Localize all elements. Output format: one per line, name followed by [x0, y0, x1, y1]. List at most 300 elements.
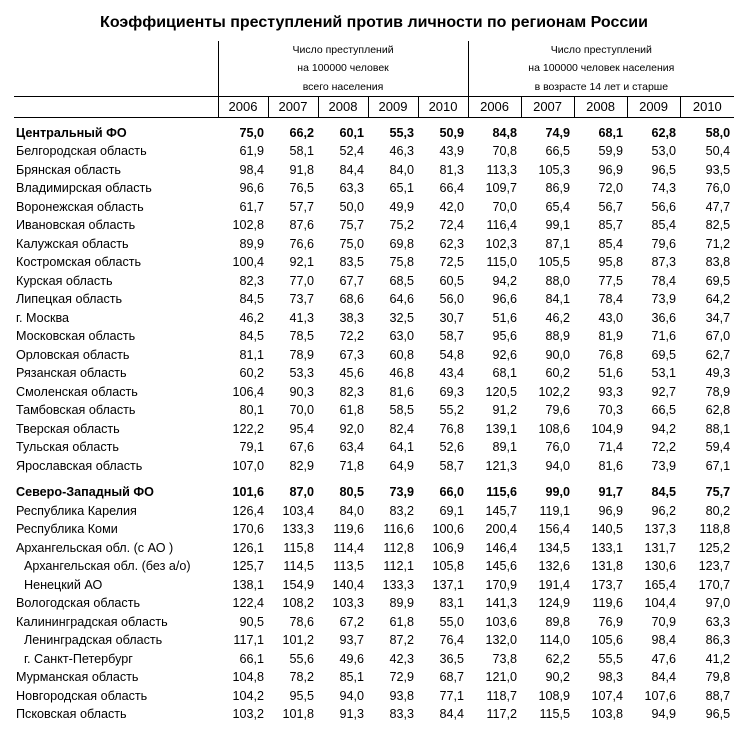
rate-cell: 124,9 [538, 596, 571, 611]
rate-cell: 76,8 [439, 421, 465, 436]
rate-cell: 78,4 [598, 292, 624, 307]
rate-cell: 98,4 [239, 162, 264, 177]
group1-header-line1: Число преступлений [218, 41, 468, 59]
rate-cell: 73,9 [651, 458, 677, 473]
rate-cell: 154,9 [282, 577, 314, 592]
rate-cell: 69,5 [651, 347, 677, 362]
rate-cell: 79,6 [545, 403, 571, 418]
rate-cell: 105,5 [538, 255, 571, 270]
rate-cell: 76,9 [598, 614, 624, 629]
rate-cell: 84,5 [651, 485, 677, 500]
rate-cell: 101,6 [232, 485, 264, 500]
rate-cell: 32,5 [389, 310, 414, 325]
rate-cell: 82,3 [339, 384, 364, 399]
rate-cell: 76,0 [545, 440, 571, 455]
rate-cell: 145,6 [485, 559, 518, 574]
rate-cell: 92,6 [492, 347, 518, 362]
rate-cell: 76,4 [439, 633, 465, 648]
rate-cell: 70,9 [651, 614, 677, 629]
rate-cell: 72,2 [651, 440, 677, 455]
rate-cell: 200,4 [485, 522, 518, 537]
rate-cell: 108,9 [538, 688, 571, 703]
rate-cell: 73,9 [651, 292, 677, 307]
rate-cell: 56,0 [439, 292, 465, 307]
rate-cell: 81,6 [389, 384, 414, 399]
rate-cell: 66,5 [651, 403, 677, 418]
rate-cell: 103,6 [485, 614, 518, 629]
rate-cell: 126,1 [232, 540, 264, 555]
rate-cell: 62,8 [651, 125, 677, 140]
rate-cell: 102,2 [538, 384, 571, 399]
rate-cell: 116,4 [486, 218, 518, 233]
rate-cell: 122,4 [232, 596, 264, 611]
region-row [14, 364, 734, 383]
rate-cell: 85,4 [598, 236, 624, 251]
region-row [14, 142, 734, 161]
rate-cell: 119,6 [592, 596, 624, 611]
rate-cell: 69,1 [439, 503, 465, 518]
rate-cell: 107,0 [232, 458, 264, 473]
region-name: Воронежская область [16, 199, 144, 214]
rate-cell: 78,5 [289, 329, 314, 344]
rate-cell: 84,4 [439, 707, 465, 722]
rate-cell: 130,6 [644, 559, 677, 574]
rate-cell: 87,1 [545, 236, 571, 251]
rate-cell: 61,9 [239, 144, 264, 159]
rate-cell: 67,0 [705, 329, 731, 344]
rate-cell: 114,4 [333, 540, 364, 555]
rate-cell: 60,2 [545, 366, 571, 381]
region-row [14, 539, 734, 558]
rate-cell: 75,2 [389, 218, 414, 233]
rate-cell: 93,3 [598, 384, 624, 399]
region-name: Архангельская обл. (с АО ) [16, 540, 174, 555]
rate-cell: 68,6 [339, 292, 364, 307]
rate-cell: 80,5 [339, 485, 364, 500]
rate-cell: 95,6 [492, 329, 518, 344]
rate-cell: 72,2 [339, 329, 364, 344]
rate-cell: 76,8 [598, 347, 624, 362]
rate-cell: 104,2 [232, 688, 264, 703]
rate-cell: 139,1 [485, 421, 518, 436]
rate-cell: 68,7 [439, 670, 465, 685]
rate-cell: 89,9 [389, 596, 414, 611]
rate-cell: 88,0 [545, 273, 571, 288]
rate-cell: 75,0 [239, 125, 264, 140]
rate-cell: 30,7 [439, 310, 465, 325]
rate-cell: 85,7 [598, 218, 624, 233]
rate-cell: 95,8 [598, 255, 624, 270]
rate-cell: 58,1 [289, 144, 314, 159]
region-row [14, 383, 734, 402]
rate-cell: 98,4 [651, 633, 677, 648]
rate-cell: 78,6 [289, 614, 314, 629]
region-row [14, 290, 734, 309]
rate-cell: 89,9 [239, 236, 264, 251]
year-header: 2008 [318, 96, 368, 117]
rate-cell: 63,0 [389, 329, 414, 344]
rate-cell: 103,4 [282, 503, 314, 518]
rate-cell: 126,4 [232, 503, 264, 518]
region-row [14, 272, 734, 291]
rate-cell: 75,7 [339, 218, 364, 233]
year-header: 2009 [627, 96, 680, 117]
rate-cell: 80,2 [705, 503, 731, 518]
year-header-row [14, 96, 734, 117]
rate-cell: 104,4 [644, 596, 677, 611]
rate-cell: 46,2 [239, 310, 264, 325]
rate-cell: 81,9 [598, 329, 624, 344]
rate-cell: 71,6 [651, 329, 677, 344]
rate-cell: 103,3 [332, 596, 364, 611]
rate-cell: 42,0 [439, 199, 465, 214]
rate-cell: 83,3 [389, 707, 414, 722]
rate-cell: 134,5 [538, 540, 571, 555]
rate-cell: 100,4 [232, 255, 264, 270]
region-row [14, 520, 734, 539]
rate-cell: 84,8 [492, 125, 518, 140]
rate-cell: 82,3 [239, 273, 264, 288]
region-name: Рязанская область [16, 366, 127, 381]
rate-cell: 105,3 [538, 162, 571, 177]
region-row [14, 613, 734, 632]
region-name: Костромская область [16, 255, 142, 270]
rate-cell: 38,3 [339, 310, 364, 325]
year-header: 2010 [680, 96, 734, 117]
rate-cell: 79,8 [705, 670, 731, 685]
rate-cell: 91,2 [492, 403, 518, 418]
district-row [14, 483, 734, 502]
rate-cell: 63,3 [705, 614, 731, 629]
rate-cell: 146,4 [485, 540, 518, 555]
region-name: Смоленская область [16, 384, 138, 399]
rate-cell: 60,8 [389, 347, 414, 362]
region-name: Мурманская область [16, 670, 139, 685]
rate-cell: 94,0 [339, 688, 364, 703]
rate-cell: 63,3 [339, 181, 364, 196]
rate-cell: 53,3 [289, 366, 314, 381]
rate-cell: 87,3 [651, 255, 677, 270]
rate-cell: 50,4 [705, 144, 731, 159]
rate-cell: 137,3 [644, 522, 677, 537]
rate-cell: 52,6 [439, 440, 465, 455]
rate-cell: 138,1 [232, 577, 264, 592]
rate-cell: 77,0 [289, 273, 314, 288]
rate-cell: 82,4 [389, 421, 414, 436]
rate-cell: 51,6 [492, 310, 518, 325]
rate-cell: 102,8 [232, 218, 264, 233]
rate-cell: 106,9 [432, 540, 465, 555]
rate-cell: 137,1 [432, 577, 465, 592]
region-row [14, 161, 734, 180]
rate-cell: 50,0 [339, 199, 364, 214]
rate-cell: 72,4 [439, 218, 465, 233]
rate-cell: 96,9 [598, 503, 624, 518]
rate-cell: 92,1 [289, 255, 314, 270]
rate-cell: 65,4 [545, 199, 571, 214]
rate-cell: 66,4 [439, 181, 465, 196]
rate-cell: 60,2 [239, 366, 264, 381]
rate-cell: 109,7 [485, 181, 518, 196]
rate-cell: 98,3 [598, 670, 624, 685]
rate-cell: 64,1 [389, 440, 414, 455]
rate-cell: 79,6 [651, 236, 677, 251]
rate-cell: 140,5 [591, 522, 624, 537]
rate-cell: 96,6 [239, 181, 264, 196]
district-row [14, 124, 734, 143]
rate-cell: 90,0 [545, 347, 571, 362]
region-row [14, 705, 734, 724]
rate-cell: 88,9 [545, 329, 571, 344]
page-title: Коэффициенты преступлений против личности по регионам России [100, 14, 648, 31]
region-name: Брянская область [16, 162, 121, 177]
rate-cell: 86,9 [545, 181, 571, 196]
rate-cell: 115,8 [283, 540, 314, 555]
rate-cell: 108,2 [282, 596, 314, 611]
region-name: Калининградская область [16, 614, 168, 629]
rate-cell: 71,8 [339, 458, 364, 473]
rate-cell: 131,8 [591, 559, 624, 574]
rate-cell: 123,7 [698, 559, 731, 574]
rate-cell: 80,1 [239, 403, 264, 418]
rate-cell: 54,8 [439, 347, 465, 362]
region-name: Курская область [16, 273, 113, 288]
rate-cell: 105,8 [432, 559, 465, 574]
rate-cell: 95,4 [289, 421, 314, 436]
rate-cell: 66,2 [289, 125, 314, 140]
region-row [14, 631, 734, 650]
rate-cell: 92,0 [339, 421, 364, 436]
region-row [14, 502, 734, 521]
group2-header-line2: на 100000 человек населения [468, 59, 734, 77]
rate-cell: 95,5 [289, 688, 314, 703]
region-row [14, 594, 734, 613]
rate-cell: 34,7 [705, 310, 731, 325]
region-row [14, 668, 734, 687]
rate-cell: 115,0 [486, 255, 518, 270]
region-row [14, 327, 734, 346]
rate-cell: 133,1 [591, 540, 624, 555]
group2-header-line3: в возрасте 14 лет и старше [468, 78, 734, 97]
rate-cell: 91,3 [339, 707, 364, 722]
region-name: Ненецкий АО [24, 577, 103, 592]
rate-cell: 104,8 [232, 670, 264, 685]
rate-cell: 84,1 [545, 292, 571, 307]
rate-cell: 78,9 [705, 384, 731, 399]
rate-cell: 117,1 [233, 633, 264, 648]
rate-cell: 36,5 [439, 651, 465, 666]
rate-cell: 84,0 [389, 162, 414, 177]
region-name: Тульская область [16, 440, 119, 455]
rate-cell: 55,3 [389, 125, 414, 140]
region-row [14, 650, 734, 669]
rate-cell: 60,5 [439, 273, 465, 288]
rate-cell: 114,0 [539, 633, 571, 648]
rate-cell: 115,5 [539, 707, 571, 722]
region-name: Белгородская область [16, 144, 147, 159]
rate-cell: 102,3 [485, 236, 518, 251]
rate-cell: 119,6 [333, 522, 364, 537]
region-row [14, 457, 734, 476]
rate-cell: 59,9 [598, 144, 624, 159]
rate-cell: 83,2 [389, 503, 414, 518]
rate-cell: 91,8 [289, 162, 314, 177]
region-name: г. Москва [16, 310, 70, 325]
rate-cell: 90,5 [239, 614, 264, 629]
rate-cell: 83,8 [705, 255, 731, 270]
rate-cell: 66,5 [545, 144, 571, 159]
region-name: Ивановская область [16, 218, 136, 233]
rate-cell: 46,8 [389, 366, 414, 381]
rate-cell: 75,0 [339, 236, 364, 251]
rate-cell: 106,4 [232, 384, 264, 399]
region-name: Ленинградская область [24, 633, 163, 648]
rate-cell: 103,2 [232, 707, 264, 722]
region-name: Северо-Западный ФО [16, 485, 154, 500]
rate-cell: 88,1 [705, 421, 731, 436]
rate-cell: 83,1 [439, 596, 465, 611]
rate-cell: 125,2 [698, 540, 731, 555]
rate-cell: 116,6 [383, 522, 414, 537]
region-name: Вологодская область [16, 596, 141, 611]
region-row [14, 401, 734, 420]
group1-header-line2: на 100000 человек [218, 59, 468, 77]
rate-cell: 73,8 [492, 651, 518, 666]
rate-cell: 63,4 [339, 440, 364, 455]
region-name: Новгородская область [16, 688, 148, 703]
rate-cell: 125,7 [232, 559, 264, 574]
rate-cell: 62,2 [545, 651, 571, 666]
region-name: Ярославская область [16, 458, 143, 473]
region-name: Орловская область [16, 347, 130, 362]
rate-cell: 74,3 [651, 181, 677, 196]
rate-cell: 41,3 [289, 310, 314, 325]
rate-cell: 96,5 [651, 162, 677, 177]
rate-cell: 71,4 [598, 440, 624, 455]
group2-header-line1: Число преступлений [468, 41, 734, 59]
region-row [14, 235, 734, 254]
region-name: Центральный ФО [16, 125, 127, 140]
rate-cell: 170,6 [232, 522, 264, 537]
rate-cell: 105,6 [591, 633, 624, 648]
rate-cell: 96,5 [705, 707, 731, 722]
year-header: 2010 [418, 96, 468, 117]
rate-cell: 94,2 [492, 273, 518, 288]
rate-cell: 104,9 [591, 421, 624, 436]
region-row [14, 253, 734, 272]
rate-cell: 132,0 [485, 633, 518, 648]
rate-cell: 70,8 [492, 144, 518, 159]
region-name: Тверская область [16, 421, 120, 436]
rate-cell: 118,7 [486, 688, 518, 703]
rate-cell: 87,6 [289, 218, 314, 233]
rate-cell: 67,6 [289, 440, 314, 455]
rate-cell: 107,6 [644, 688, 677, 703]
group1-header-line3: всего населения [218, 78, 468, 97]
rate-cell: 93,8 [389, 688, 414, 703]
rate-cell: 59,4 [705, 440, 731, 455]
region-row [14, 179, 734, 198]
rate-cell: 170,7 [698, 577, 731, 592]
rate-cell: 90,3 [289, 384, 314, 399]
rate-cell: 61,8 [339, 403, 364, 418]
rate-cell: 65,1 [389, 181, 414, 196]
rate-cell: 55,0 [439, 614, 465, 629]
region-row [14, 198, 734, 217]
rate-cell: 58,0 [705, 125, 731, 140]
region-row [14, 420, 734, 439]
region-name: Псковская область [16, 707, 127, 722]
rate-cell: 84,0 [339, 503, 364, 518]
rate-cell: 47,7 [705, 199, 731, 214]
rate-cell: 96,2 [651, 503, 677, 518]
rate-cell: 67,2 [339, 614, 364, 629]
rate-cell: 107,4 [591, 688, 624, 703]
year-header: 2008 [574, 96, 627, 117]
rate-cell: 89,8 [545, 614, 571, 629]
rate-cell: 84,5 [239, 292, 264, 307]
rate-cell: 97,0 [705, 596, 731, 611]
rate-cell: 84,4 [651, 670, 677, 685]
rate-cell: 70,0 [289, 403, 314, 418]
region-name: Тамбовская область [16, 403, 136, 418]
rate-cell: 96,6 [492, 292, 518, 307]
rate-cell: 66,1 [239, 651, 264, 666]
rate-cell: 55,6 [289, 651, 314, 666]
rate-cell: 76,5 [289, 181, 314, 196]
rate-cell: 53,1 [651, 366, 677, 381]
rate-cell: 72,5 [439, 255, 465, 270]
rate-cell: 46,3 [389, 144, 414, 159]
region-row [14, 576, 734, 595]
region-row [14, 346, 734, 365]
rate-cell: 118,8 [699, 522, 731, 537]
rate-cell: 120,5 [485, 384, 518, 399]
rate-cell: 101,8 [282, 707, 314, 722]
rate-cell: 89,1 [492, 440, 518, 455]
region-row [14, 557, 734, 576]
year-header: 2006 [468, 96, 521, 117]
rate-cell: 170,9 [485, 577, 518, 592]
rate-cell: 68,1 [492, 366, 518, 381]
region-row [14, 216, 734, 235]
rate-cell: 46,2 [545, 310, 571, 325]
rate-cell: 85,1 [339, 670, 364, 685]
rate-cell: 69,3 [439, 384, 465, 399]
rate-cell: 56,6 [651, 199, 677, 214]
rate-cell: 41,2 [705, 651, 731, 666]
rate-cell: 94,2 [651, 421, 677, 436]
rate-cell: 191,4 [538, 577, 571, 592]
rate-cell: 51,6 [598, 366, 624, 381]
rate-cell: 76,6 [289, 236, 314, 251]
rate-cell: 173,7 [591, 577, 624, 592]
rate-cell: 67,3 [339, 347, 364, 362]
rate-cell: 68,1 [598, 125, 624, 140]
rate-cell: 117,2 [486, 707, 518, 722]
rate-cell: 82,5 [705, 218, 731, 233]
rate-cell: 49,3 [705, 366, 731, 381]
rate-cell: 47,6 [651, 651, 677, 666]
rate-cell: 58,7 [439, 458, 465, 473]
rate-cell: 113,5 [333, 559, 364, 574]
rate-cell: 71,2 [705, 236, 731, 251]
rate-cell: 99,0 [545, 485, 571, 500]
region-name: Владимирская область [16, 181, 152, 196]
rate-cell: 86,3 [705, 633, 731, 648]
rate-cell: 99,1 [545, 218, 571, 233]
rate-cell: 96,9 [598, 162, 624, 177]
